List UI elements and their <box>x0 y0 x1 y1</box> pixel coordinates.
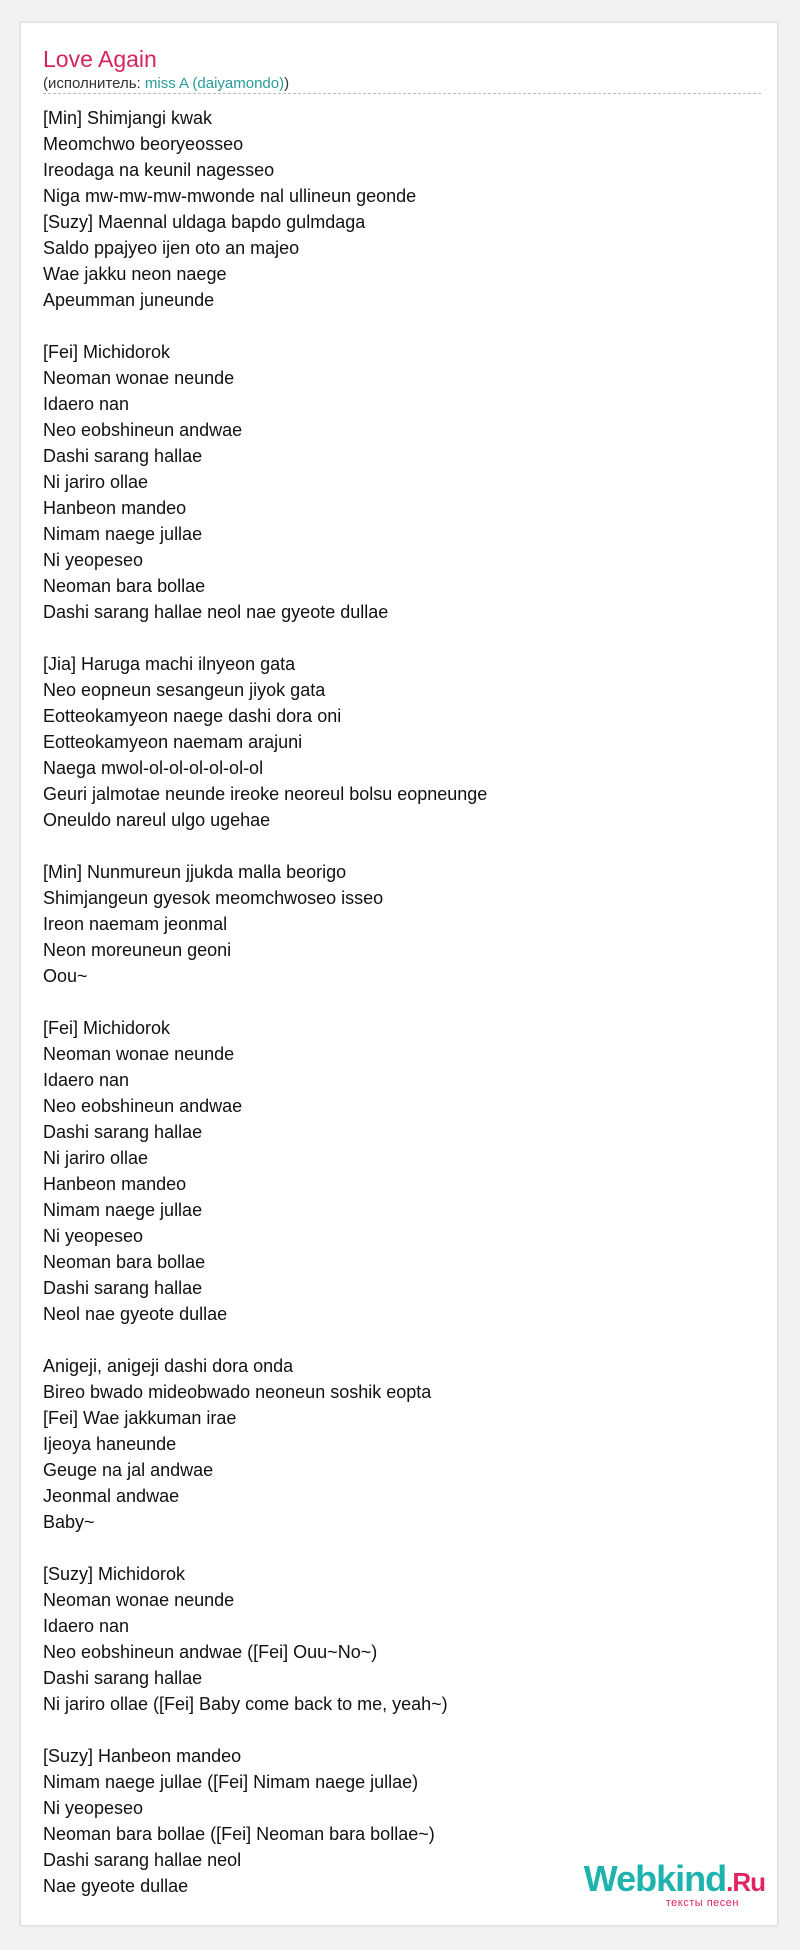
lyrics-stanza <box>43 1015 743 1327</box>
lyrics-line: Oneuldo nareul ulgo ugehae <box>43 810 271 830</box>
lyrics-line: Dashi sarang hallae <box>43 1122 203 1142</box>
lyrics-line: Neoman bara bollae <box>43 1252 206 1272</box>
lyrics-stanza <box>43 1353 743 1535</box>
lyrics-line: Neoman wonae neunde <box>43 1590 235 1610</box>
lyrics-stanza <box>43 105 743 313</box>
lyrics-line: Neo eopneun sesangeun jiyok gata <box>43 680 326 700</box>
lyrics-stanza <box>43 1561 743 1717</box>
lyrics-line: [Fei] Michidorok <box>43 342 171 362</box>
lyrics-line: Neoman wonae neunde <box>43 1044 235 1064</box>
title-divider <box>43 93 761 94</box>
lyrics-line: Baby~ <box>43 1512 95 1532</box>
lyrics-body <box>43 105 743 1925</box>
lyrics-card <box>20 22 778 1926</box>
lyrics-line: [Fei] Michidorok <box>43 1018 171 1038</box>
lyrics-line: Ireon naemam jeonmal <box>43 914 228 934</box>
lyrics-line: Naega mwol-ol-ol-ol-ol-ol-ol <box>43 758 264 778</box>
artist-suffix: ) <box>284 75 290 92</box>
lyrics-line: Bireo bwado mideobwado neoneun soshik eopta <box>43 1382 432 1402</box>
logo-name: Webkind <box>583 1858 727 1899</box>
lyrics-line: Dashi sarang hallae neol <box>43 1850 242 1870</box>
logo-tld: .Ru <box>726 1867 765 1897</box>
lyrics-line: Eotteokamyeon naemam arajuni <box>43 732 303 752</box>
lyrics-line: Ni jariro ollae <box>43 1148 149 1168</box>
artist-line <box>43 74 289 94</box>
lyrics-line: Nimam naege jullae <box>43 524 203 544</box>
lyrics-line: Hanbeon mandeo <box>43 1174 187 1194</box>
lyrics-line: Niga mw-mw-mw-mwonde nal ullineun geonde <box>43 186 417 206</box>
lyrics-line: Anigeji, anigeji dashi dora onda <box>43 1356 294 1376</box>
lyrics-line: Ni yeopeseo <box>43 1798 144 1818</box>
lyrics-line: [Jia] Haruga machi ilnyeon gata <box>43 654 296 674</box>
lyrics-line: Neol nae gyeote dullae <box>43 1304 228 1324</box>
lyrics-line: Neoman wonae neunde <box>43 368 235 388</box>
logo-tagline: тексты песен <box>665 1897 739 1909</box>
lyrics-line: Dashi sarang hallae <box>43 1278 203 1298</box>
lyrics-line: [Fei] Wae jakkuman irae <box>43 1408 237 1428</box>
lyrics-line: Saldo ppajyeo ijen oto an majeo <box>43 238 300 258</box>
lyrics-line: Dashi sarang hallae <box>43 1668 203 1688</box>
site-logo[interactable] <box>545 1859 765 1915</box>
lyrics-line: Ireodaga na keunil nagesseo <box>43 160 275 180</box>
lyrics-line: Dashi sarang hallae neol nae gyeote dullae <box>43 602 389 622</box>
lyrics-line: Ni jariro ollae <box>43 472 149 492</box>
lyrics-line: Neo eobshineun andwae ([Fei] Ouu~No~) <box>43 1642 378 1662</box>
lyrics-line: Shimjangeun gyesok meomchwoseo isseo <box>43 888 384 908</box>
lyrics-line: Neoman bara bollae ([Fei] Neoman bara bollae~) <box>43 1824 435 1844</box>
lyrics-line: Neo eobshineun andwae <box>43 1096 243 1116</box>
lyrics-line: Nimam naege jullae <box>43 1200 203 1220</box>
lyrics-line: Hanbeon mandeo <box>43 498 187 518</box>
lyrics-line: Idaero nan <box>43 394 130 414</box>
lyrics-line: Ni yeopeseo <box>43 550 144 570</box>
lyrics-line: Jeonmal andwae <box>43 1486 180 1506</box>
lyrics-line: Meomchwo beoryeosseo <box>43 134 244 154</box>
artist-prefix: (исполнитель: <box>43 75 145 92</box>
lyrics-line: Ni jariro ollae ([Fei] Baby come back to me, yeah~) <box>43 1694 448 1714</box>
lyrics-line: Oou~ <box>43 966 88 986</box>
lyrics-line: Apeumman juneunde <box>43 290 215 310</box>
lyrics-line: Geuge na jal andwae <box>43 1460 214 1480</box>
lyrics-line: Ni yeopeseo <box>43 1226 144 1246</box>
lyrics-line: Neoman bara bollae <box>43 576 206 596</box>
lyrics-line: Ijeoya haneunde <box>43 1434 177 1454</box>
lyrics-line: [Min] Shimjangi kwak <box>43 108 213 128</box>
lyrics-line: [Suzy] Hanbeon mandeo <box>43 1746 242 1766</box>
lyrics-line: Eotteokamyeon naege dashi dora oni <box>43 706 342 726</box>
lyrics-line: [Min] Nunmureun jjukda malla beorigo <box>43 862 347 882</box>
song-title: Love Again <box>43 46 157 72</box>
lyrics-line: Neon moreuneun geoni <box>43 940 232 960</box>
lyrics-line: Nae gyeote dullae <box>43 1876 189 1896</box>
artist-link[interactable]: miss A (daiyamondo) <box>144 75 285 92</box>
lyrics-line: Idaero nan <box>43 1070 130 1090</box>
lyrics-line: Nimam naege jullae ([Fei] Nimam naege jullae) <box>43 1772 419 1792</box>
lyrics-line: [Suzy] Maennal uldaga bapdo gulmdaga <box>43 212 366 232</box>
lyrics-line: Neo eobshineun andwae <box>43 420 243 440</box>
lyrics-line: Geuri jalmotae neunde ireoke neoreul bolsu eopneunge <box>43 784 488 804</box>
lyrics-line: Idaero nan <box>43 1616 130 1636</box>
lyrics-line: Wae jakku neon naege <box>43 264 227 284</box>
lyrics-stanza <box>43 339 743 625</box>
lyrics-stanza <box>43 859 743 989</box>
lyrics-line: [Suzy] Michidorok <box>43 1564 186 1584</box>
lyrics-stanza <box>43 651 743 833</box>
lyrics-line: Dashi sarang hallae <box>43 446 203 466</box>
